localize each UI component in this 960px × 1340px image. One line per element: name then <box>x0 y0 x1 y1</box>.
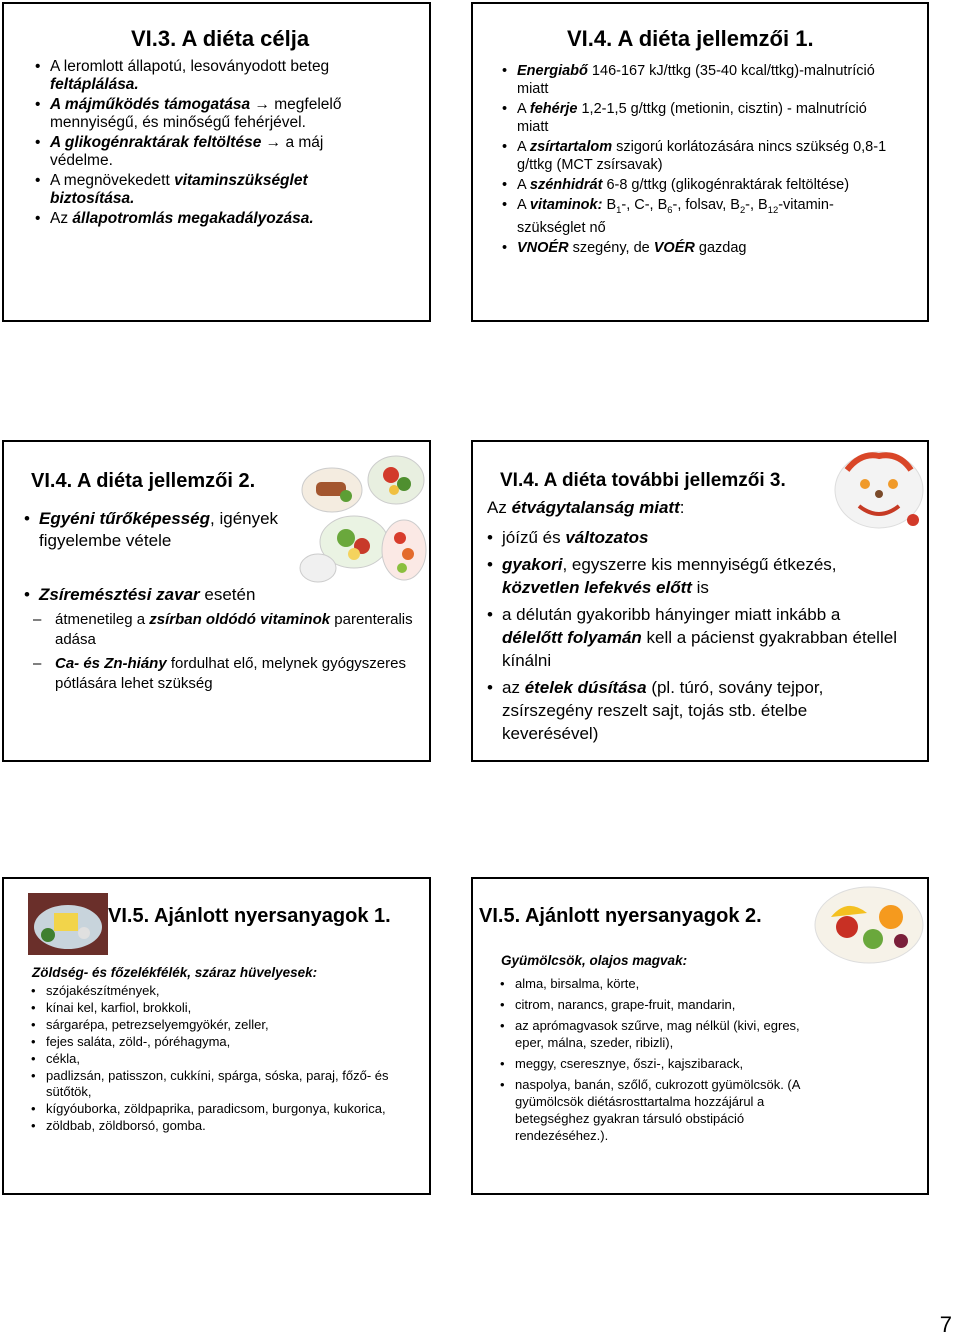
smiley-food-plate-image <box>831 446 927 536</box>
slide-title: VI.4. A diéta további jellemzői 3. <box>500 470 786 491</box>
ingredient-list <box>46 983 396 1134</box>
list-item: – Ca- és Zn-hiány fordulhat elő, melynek gyógyszeres pótlására lehet szükség <box>55 654 415 694</box>
bullet-list <box>39 584 409 606</box>
section-heading: Zöldség- és főzelékfélék, száraz hüvelyesek: <box>32 965 318 980</box>
list-item: • meggy, cseresznye, őszi-, kajszibarack, <box>515 1055 825 1072</box>
list-item: • fejes saláta, zöld-, póréhagyma, <box>46 1034 396 1050</box>
bullet-list <box>39 508 319 552</box>
slide-title: VI.5. Ajánlott nyersanyagok 1. <box>108 905 391 927</box>
list-item: • az ételek dúsítása (pl. túró, sovány tejpor, zsírszegény reszelt sajt, tojás stb. ételbe keverésével) <box>502 676 897 745</box>
list-item: • cékla, <box>46 1051 396 1067</box>
slide-title: VI.5. Ajánlott nyersanyagok 2. <box>479 905 762 927</box>
ingredient-list <box>515 975 825 1144</box>
slide-title: VI.4. A diéta jellemzői 2. <box>31 470 256 492</box>
list-item: • Az állapotromlás megakadályozása. <box>50 210 370 228</box>
list-item: – átmenetileg a zsírban oldódó vitaminok parenteralis adása <box>55 610 415 650</box>
slide-title: VI.3. A diéta célja <box>131 26 310 51</box>
list-item: • Zsíremésztési zavar esetén <box>39 584 409 606</box>
slide-diet-characteristics-3 <box>471 440 929 762</box>
list-item: • alma, birsalma, körte, <box>515 975 825 992</box>
list-item: • padlizsán, patisszon, cukkíni, spárga, sóska, paraj, főző- és sütőtök, <box>46 1068 396 1100</box>
slide-diet-characteristics-1 <box>471 2 929 322</box>
list-item: • gyakori, egyszerre kis mennyiségű étkezés, közvetlen lefekvés előtt is <box>502 553 897 599</box>
list-item: • a délután gyakoribb hányinger miatt inkább a délelőtt folyamán kell a pácienst gyakrabban étellel kínálni <box>502 603 897 672</box>
list-item: • az aprómagvasok szűrve, mag nélkül (kivi, egres, eper, málna, szeder, ribizli), <box>515 1017 825 1051</box>
list-item: • Energiabő 146-167 kJ/ttkg (35-40 kcal/ttkg)-malnutríció miatt <box>517 62 887 98</box>
list-item: • sárgarépa, petrezselyemgyökér, zeller, <box>46 1017 396 1033</box>
list-item: • A glikogénraktárak feltöltése → a máj védelme. <box>50 134 370 170</box>
list-item: • A fehérje 1,2-1,5 g/ttkg (metionin, cisztin) - malnutríció miatt <box>517 100 887 136</box>
list-item: • A megnövekedett vitaminszükséglet biztosítása. <box>50 172 370 208</box>
sub-list <box>55 610 415 694</box>
list-item: • zöldbab, zöldborsó, gomba. <box>46 1118 396 1134</box>
fruit-plate-image <box>811 883 927 965</box>
list-item: • A szénhidrát 6-8 g/ttkg (glikogénraktárak feltöltése) <box>517 176 887 194</box>
list-item: • A zsírtartalom szigorú korlátozására nincs szükség 0,8-1 g/ttkg (MCT zsírsavak) <box>517 138 887 174</box>
section-heading: Gyümölcsök, olajos magvak: <box>501 953 688 968</box>
page-number: 7 <box>939 1312 952 1337</box>
list-item: • kígyóuborka, zöldpaprika, paradicsom, burgonya, kukorica, <box>46 1101 396 1117</box>
list-item: • Egyéni tűrőképesség, igények figyelembe vétele <box>39 508 319 552</box>
slide-diet-goals <box>2 2 431 322</box>
bullet-list <box>517 62 887 257</box>
list-item: • szójakészítmények, <box>46 983 396 999</box>
list-item: • kínai kel, karfiol, brokkoli, <box>46 1000 396 1016</box>
intro-text: Az étvágytalanság miatt: <box>487 498 685 517</box>
slide-title: VI.4. A diéta jellemzői 1. <box>567 26 814 51</box>
list-item: • A vitaminok: $B_1-$, C-, $B_6-$, folsav, $B_2-$, $B_{12}-vitamin$-szükséglet nő <box>517 196 887 237</box>
list-item: • A leromlott állapotú, lesoványodott beteg feltáplálása. <box>50 58 370 94</box>
list-item: • VNOÉR szegény, de VOÉR gazdag <box>517 239 887 257</box>
slide-recommended-ingredients-2 <box>471 877 929 1195</box>
food-photo-image <box>28 893 108 955</box>
list-item: • A májműködés támogatása → megfelelő mennyiségű, és minőségű fehérjével. <box>50 96 370 132</box>
list-item: • jóízű és változatos <box>502 526 897 549</box>
bullet-list <box>50 58 370 228</box>
bullet-list <box>502 526 897 745</box>
slide-diet-characteristics-2 <box>2 440 431 762</box>
list-item: • naspolya, banán, szőlő, cukrozott gyümölcsök. (A gyümölcsök diétásrosttartalma hozzájárul a betegséghez gyakran társuló obstipáció rendezéséhez.). <box>515 1076 825 1144</box>
list-item: • citrom, narancs, grape-fruit, mandarin, <box>515 996 825 1013</box>
slide-recommended-ingredients-1 <box>2 877 431 1195</box>
